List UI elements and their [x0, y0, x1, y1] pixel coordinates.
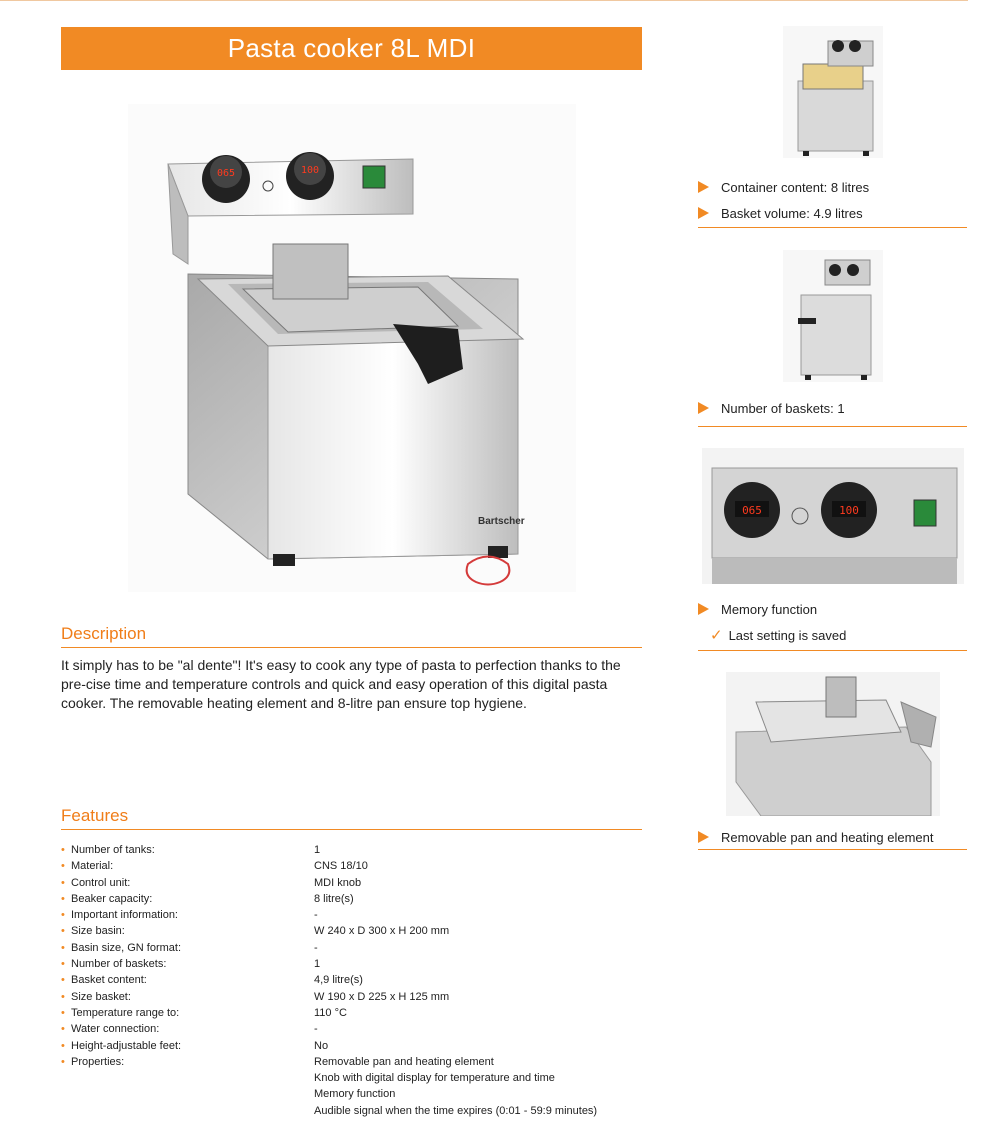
feature-row: [61, 940, 642, 956]
feature-value: W 190 x D 225 x H 125 mm: [314, 990, 450, 1003]
side-bullet: Removable pan and heating element: [698, 824, 967, 850]
svg-text:100: 100: [838, 504, 859, 517]
feature-label: [61, 1086, 314, 1102]
feature-label: • Size basket:: [61, 989, 314, 1005]
feature-row: [61, 891, 642, 907]
feature-label: • Important information:: [61, 907, 314, 923]
features-list: [61, 842, 642, 1119]
features-heading: Features: [61, 806, 642, 830]
svg-text:100: 100: [300, 165, 320, 176]
feature-row: [61, 1103, 642, 1119]
side-image-basket-raised: [783, 26, 883, 158]
feature-value: Knob with digital display for temperature and time: [314, 1072, 555, 1085]
feature-label: • Basket content:: [61, 972, 314, 988]
feature-label: • Water connection:: [61, 1021, 314, 1037]
side-image-control-panel: [702, 448, 964, 584]
svg-text:065: 065: [216, 168, 236, 179]
feature-row: [61, 1021, 642, 1037]
feature-value: CNS 18/10: [314, 860, 368, 873]
feature-value: 110 °C: [314, 1006, 347, 1019]
description-heading: Description: [61, 624, 642, 648]
feature-value: No: [314, 1039, 329, 1052]
feature-value: -: [314, 941, 318, 954]
feature-value: W 240 x D 300 x H 200 mm: [314, 925, 450, 938]
feature-row: [61, 1086, 642, 1102]
feature-value: Audible signal when the time expires (0:01 - 59:9 minutes): [314, 1104, 598, 1117]
side-block-capacity: [698, 26, 967, 228]
feature-value: 1: [314, 958, 321, 971]
side-bullet: Basket volume: 4.9 litres: [698, 200, 967, 226]
top-rule: [0, 0, 968, 1]
page-title: Pasta cooker 8L MDI: [61, 27, 642, 70]
feature-label: • Material:: [61, 858, 314, 874]
feature-value: -: [314, 909, 318, 922]
feature-label: • Size basin:: [61, 923, 314, 939]
feature-row: [61, 1054, 642, 1070]
bullet-triangle-icon: [698, 603, 709, 615]
side-block-memory: [698, 448, 967, 651]
feature-value: 1: [314, 844, 321, 856]
feature-row: [61, 907, 642, 923]
feature-row: [61, 1070, 642, 1086]
bullet-triangle-icon: [698, 831, 709, 843]
bullet-triangle-icon: [698, 207, 709, 219]
feature-value: Removable pan and heating element: [314, 1055, 494, 1068]
feature-label: [61, 1070, 314, 1086]
feature-row: [61, 956, 642, 972]
bullet-triangle-icon: [698, 402, 709, 414]
feature-label: [61, 1103, 314, 1119]
main-product-image: [128, 104, 576, 592]
feature-value: Memory function: [314, 1088, 396, 1101]
feature-row: [61, 989, 642, 1005]
side-block-baskets: [698, 250, 967, 427]
side-bullet: Memory function: [698, 596, 967, 622]
svg-text:Bartscher: Bartscher: [478, 516, 525, 527]
feature-row: [61, 1005, 642, 1021]
side-bullet: Container content: 8 litres: [698, 174, 967, 200]
feature-label: • Basin size, GN format:: [61, 940, 314, 956]
feature-label: • Properties:: [61, 1054, 314, 1070]
side-image-removable-pan: [726, 672, 940, 816]
checkmark-icon: ✓: [710, 627, 723, 644]
feature-row: [61, 842, 642, 858]
description-text: It simply has to be "al dente"! It's easy to cook any type of pasta to perfection thanks to the pre-cise time and temperature controls and quick and easy operation of this digital pasta cooker. The removable heating element and 8-litre pan ensure top hygiene.: [61, 657, 621, 711]
feature-row: [61, 923, 642, 939]
feature-label: • Height-adjustable feet:: [61, 1038, 314, 1054]
side-check-item: ✓ Last setting is saved: [710, 627, 847, 644]
feature-label: • Beaker capacity:: [61, 891, 314, 907]
feature-label: • Number of baskets:: [61, 956, 314, 972]
feature-row: [61, 1038, 642, 1054]
svg-text:065: 065: [741, 504, 762, 517]
feature-value: 8 litre(s): [314, 892, 354, 905]
bullet-triangle-icon: [698, 181, 709, 193]
feature-row: [61, 858, 642, 874]
side-image-basket-lowered: [783, 250, 883, 382]
feature-value: 4,9 litre(s): [314, 974, 363, 987]
side-bullet: Number of baskets: 1: [698, 395, 967, 421]
feature-row: [61, 972, 642, 988]
feature-label: • Number of tanks:: [61, 842, 314, 858]
feature-value: -: [314, 1023, 318, 1036]
feature-row: [61, 875, 642, 891]
feature-label: • Control unit:: [61, 875, 314, 891]
feature-value: MDI knob: [314, 876, 362, 889]
feature-label: • Temperature range to:: [61, 1005, 314, 1021]
side-block-removable: [698, 672, 967, 850]
